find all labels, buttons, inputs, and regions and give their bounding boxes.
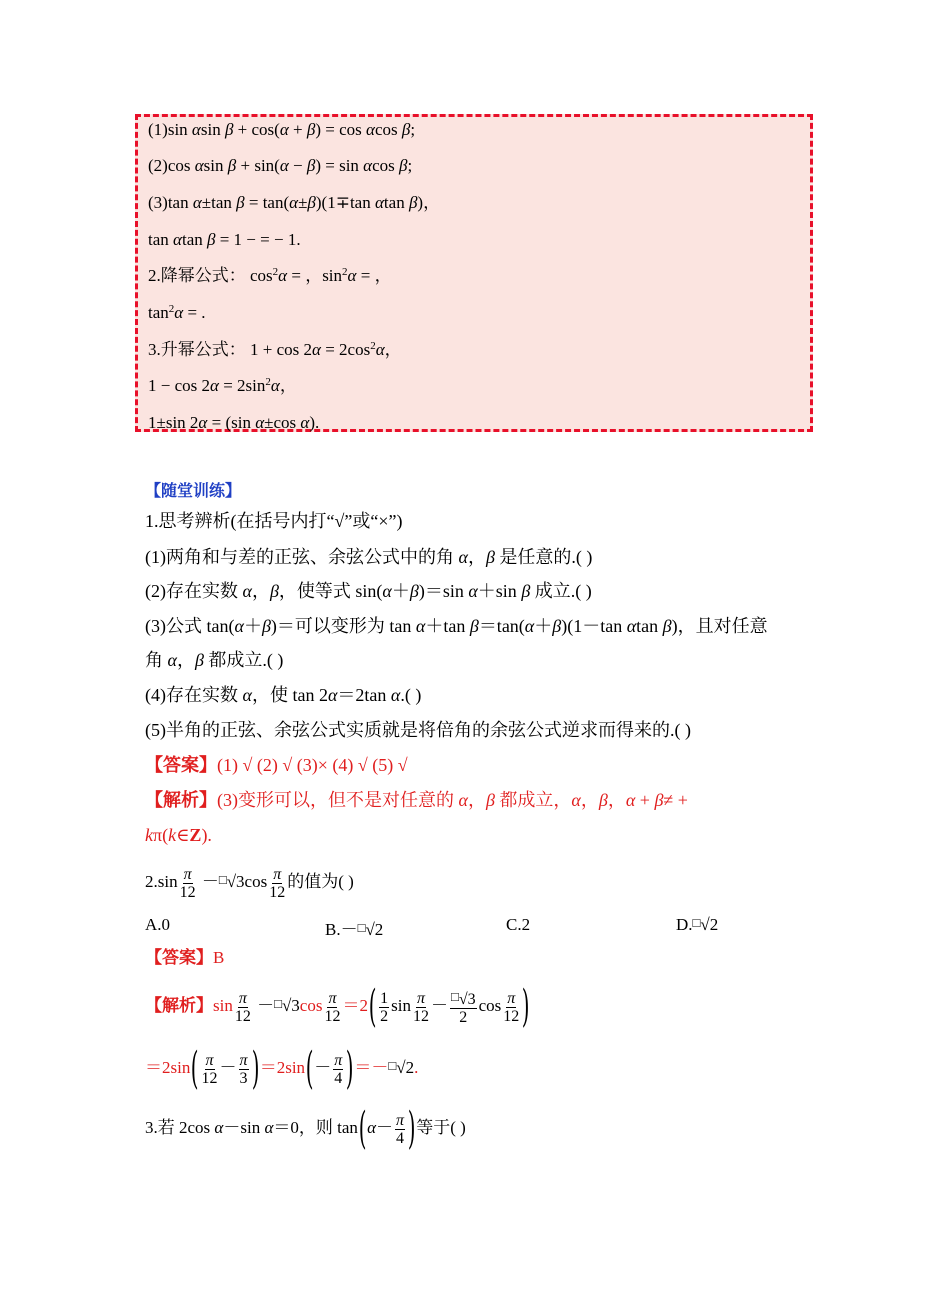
radical-icon: □ (218, 872, 227, 887)
formula-line-7: 3.升幂公式： $1 + \cos 2\alpha = 2\cos^2\alpha$， (148, 340, 402, 359)
q1-statement-3-cont: 角 α，β 都成立.( ) (145, 650, 284, 670)
formula-line-2: (2)cos αsin β + sin(α − β) = sin αcos β; (148, 156, 413, 175)
q2-option-a: A.0 (145, 915, 171, 934)
formula-line-8: $1 - \cos 2\alpha = 2\sin^2\alpha$， (148, 376, 297, 395)
q1-stem: 1.思考辨析(在括号内打“√”或“×”) (145, 511, 403, 531)
q2-stem: 2.sin $\frac{\pi}{12}$ －□√3cos $\frac{\pi}{12}$ 的值为( ) (145, 865, 354, 901)
q3-stem: 3.若 2cos α－sin α＝0，则 tan(α－ $\frac{\pi}{4}$ )等于( ) (145, 1103, 466, 1155)
formula-box (135, 114, 813, 432)
q2-explanation-line-1: 【解析】sin $\frac{\pi}{12}$ －□√3cos $\frac{\pi}{12}$ ＝2( $\frac{1}{2}$ sin $\frac{\pi}{12}$ － $\frac{□√3}{2}$ cos $\frac{\pi}{12}$ ) (145, 981, 530, 1033)
q1-answer: 【答案】(1) √ (2) √ (3)× (4) √ (5) √ (145, 755, 408, 775)
q1-statement-5: (5)半角的正弦、余弦公式实质就是将倍角的余弦公式逆求而得来的.( ) (145, 720, 691, 740)
formula-line-6: $\tan^2\alpha$ = . (148, 303, 206, 322)
q1-statement-1: (1)两角和与差的正弦、余弦公式中的角 α，β 是任意的.( ) (145, 547, 593, 567)
formula-line-4: tan αtan β = 1 − = − 1. (148, 230, 301, 249)
right-paren-icon: ) (522, 981, 530, 1033)
q2-option-b: B.－□√2 (325, 920, 384, 939)
q2-explanation-line-2: ＝2sin( $\frac{\pi}{12}$ － $\frac{\pi}{3}$ )＝2sin(－ $\frac{\pi}{4}$ )＝－□√2. (145, 1043, 419, 1095)
formula-line-9: 1±sin 2α = (sin α±cos α). (148, 413, 320, 432)
radical-icon: □ (692, 915, 701, 930)
q2-answer: 【答案】B (145, 948, 225, 967)
q2-option-c: C.2 (506, 915, 531, 934)
left-paren-icon: ( (368, 981, 377, 1033)
radical-icon: □ (357, 920, 366, 935)
q1-statement-2: (2)存在实数 α，β，使等式 sin(α＋β)＝sin α＋sin β 成立.( ) (145, 581, 592, 601)
fraction-pi-12: $\frac{\pi}{12}$ (179, 865, 196, 901)
formula-line-3: (3)tan α±tan β = tan(α±β)(1∓tan αtan β)， (148, 193, 441, 212)
section-title: 【随堂训练】 (145, 483, 242, 500)
fraction-pi-12: $\frac{\pi}{12}$ (269, 865, 286, 901)
q1-statement-3: (3)公式 tan(α＋β)＝可以变形为 tan α＋tan β＝tan(α＋β)(1－tan αtan β)，且对任意 (145, 616, 768, 636)
q1-statement-4: (4)存在实数 α，使 tan 2α＝2tan α.( ) (145, 685, 422, 705)
q1-explanation: 【解析】(3)变形可以，但不是对任意的 α，β 都成立，α，β，α + β≠ + (145, 790, 688, 810)
q2-option-d: D.□√2 (676, 915, 719, 934)
formula-line-5: 2.降幂公式： $\cos^2\alpha$ = ，$\sin^2\alpha$ = ， (148, 266, 392, 285)
q1-explanation-cont: kπ(k∈Z). (145, 825, 212, 845)
formula-line-1: (1)sin αsin β + cos(α + β) = cos αcos β; (148, 120, 416, 139)
